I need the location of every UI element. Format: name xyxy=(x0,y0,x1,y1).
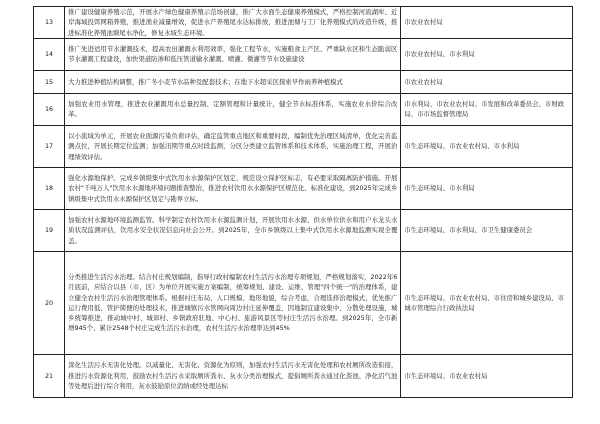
document-table xyxy=(33,6,573,398)
table-row xyxy=(34,209,573,251)
row-number: 13 xyxy=(34,7,65,39)
row-number: 19 xyxy=(34,209,65,251)
table-row xyxy=(34,167,573,209)
table-row xyxy=(34,125,573,167)
table-row xyxy=(34,354,573,397)
responsible-department: 市农业农村局、市水利局 xyxy=(401,38,573,70)
table-row xyxy=(34,93,573,125)
row-number: 17 xyxy=(34,125,65,167)
task-content: 深化生活污水无害化处理。以减量化、无害化、资源化为原则，加强农村生活污水无害化处理和农村厕所改造衔接，推进污水资源化利用，鼓励农村生活污水采取厕所粪水、灰水分类治理模式，提倡厕所粪水通过化粪池、净化沼气池等处理后进行综合利用，灰水鼓励原位消纳或经处理达标 xyxy=(65,354,401,397)
task-content: 分类推进生活污水治理。结合村庄规划编制，指导行政村编制农村生活污水治理专项规划，严格规划落实，2022年6月底前，应结合以县（市、区）为单位开展实施方案编制，统筹规划、建设、运维、管理"四个统一"的治理体系，建立健全农村生活污水治理管理体系。根据村庄布局、人口规模、地形地貌，综合考虑，合理选择治理模式，优先推广运行费用低、管护简便的处理技术，推进城镇污水管网向周边村庄延伸覆盖，因地制宜建设集中、分散处理设施，城乡统筹推进，推动城中村、城郊村、乡镇政府驻地、中心村、旅游风景区等村庄生活污水治理。到2025年，全市新增945个、累计2548个村庄完成生活污水治理，农村生活污水治理率达到45% xyxy=(65,251,401,354)
task-content: 推广建设健康养殖示范，开展水产绿色健康养殖示范场创建，推广大水面生态健康养殖模式，严格控制河流湖库、近岸海域投饵网箱养殖，推进渔业减量增效，促进水产养殖尾水达标排放，推进池塘与工厂化养殖模式的改造升级，推进标准化养殖池塘尾水净化，修复水域生态环境。 xyxy=(65,7,401,39)
responsible-department: 市生态环境局、市水利局、市卫生健康委员会 xyxy=(401,209,573,251)
row-number: 18 xyxy=(34,167,65,209)
task-content: 加强农业用水管理，推进农业灌溉用水总量控制、定额管理和计量统计，健全节水标准体系，实施农业水价综合改革。 xyxy=(65,93,401,125)
responsible-department: 市生态环境局、市水利局 xyxy=(401,167,573,209)
row-number: 15 xyxy=(34,70,65,93)
task-content: 强化水源地保护。完成乡镇级集中式饮用水水源保护区划定，规范设立保护区标志，有必要采取隔离防护措施。开展农村"千吨万人"饮用水水源地环境问题排查整治，推进农村饮用水水源保护区规范化、标准化建设，到2025年完成乡镇级集中式饮用水水源保护区划定与勘界立标。 xyxy=(65,167,401,209)
task-content: 大力推进种植结构调整，推广冬小麦节水品种及配套技术；在地下水超采区探索早作雨养种植模式 xyxy=(65,70,401,93)
row-number: 20 xyxy=(34,251,65,354)
table-row xyxy=(34,7,573,39)
responsible-department: 市生态环境局、市农业农村局、市住房和城乡建设局、市城市管理综合行政执法局 xyxy=(401,251,573,354)
responsible-department: 市农业农村局 xyxy=(401,7,573,39)
row-number: 21 xyxy=(34,354,65,397)
task-content: 加强农村水源地环境监测监管。科学制定农村饮用水水源监测计划，开展饮用水水源、供水单位供水和用户水龙头水质状况监测评估，饮用水安全状况信息向社会公开。到2025年，全市乡镇级以上集中式饮用水水源地监测实现全覆盖。 xyxy=(65,209,401,251)
row-number: 14 xyxy=(34,38,65,70)
table-row xyxy=(34,38,573,70)
responsible-department: 市水利局、市农业农村局、市发展和改革委员会、市财政局、市市场监督管理局 xyxy=(401,93,573,125)
table-row xyxy=(34,70,573,93)
responsible-department: 市生态环境局、市农业农村局 xyxy=(401,354,573,397)
row-number: 16 xyxy=(34,93,65,125)
responsible-department: 市农业农村局 xyxy=(401,70,573,93)
table-row xyxy=(34,251,573,354)
task-content: 以小流域为单元，开展农业面源污染负荷评估，确定监管重点地区和重要时段，编制优先治理区域清单，优化完善监测点位，开展长期定位监测；加强汛期等重点时段监测，分区分类建立监管体系和技术体系，实施治理工程，开展治理绩效评估。 xyxy=(65,125,401,167)
task-content: 推广先进适用节水灌溉技术，提高农田灌溉水利用效率，强化工程节水，实施粮食主产区、严重缺水区和生态脆弱区节水灌溉工程建设，加快渠道防渗和低压管道输水灌溉、喷灌、微灌等节水设施建设 xyxy=(65,38,401,70)
responsible-department: 市生态环境局、市农业农村局、市水利局 xyxy=(401,125,573,167)
